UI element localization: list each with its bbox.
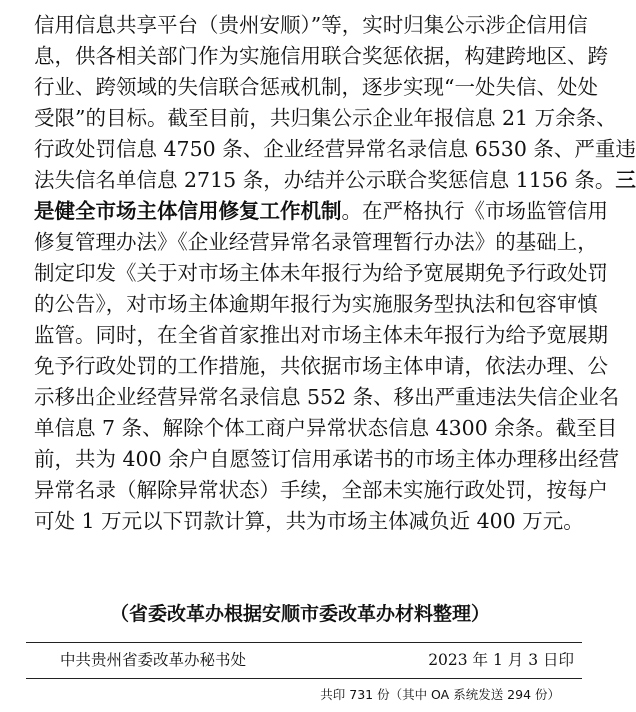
body-line: 行业、跨领域的失信联合惩戒机制，逐步实现“一处失信、处处	[34, 75, 598, 99]
body-line: 受限”的目标。截至目前，共归集公示企业年报信息 21 万余条、	[34, 106, 617, 130]
body-line: 信用信息共享平台（贵州安顺）”等，实时归集公示涉企信用信	[34, 13, 588, 37]
print-count: 共印 731 份（其中 OA 系统发送 294 份）	[320, 687, 560, 702]
body-line: 监管。同时，在全省首家推出对市场主体未年报行为给予宽展期	[34, 323, 608, 347]
body-line: 前，共为 400 余户自愿签订信用承诺书的市场主体办理移出经营	[34, 447, 620, 471]
footer-bottom-rule	[26, 678, 582, 679]
body-line: 制定印发《关于对市场主体未年报行为给予宽展期免予行政处罚	[34, 261, 608, 285]
body-text: 。在严格执行《市场监管信用	[341, 199, 608, 223]
bold-section-heading: 是健全市场主体信用修复工作机制	[34, 199, 342, 223]
body-line: 的公告》，对市场主体逾期年报行为实施服务型执法和包容审慎	[34, 292, 598, 316]
body-line: 修复管理办法》《企业经营异常名录管理暂行办法》的基础上，	[34, 230, 598, 254]
body-line: 示移出企业经营异常名录信息 552 条、移出严重违法失信企业名	[34, 385, 620, 409]
body-line: 免予行政处罚的工作措施，共依据市场主体申请，依法办理、公	[34, 354, 608, 378]
body-paragraph	[34, 10, 636, 537]
issuer-name: 中共贵州省委改革办秘书处	[60, 651, 247, 669]
footer-top-rule	[26, 642, 582, 643]
body-line: 息，供各相关部门作为实施信用联合奖惩依据，构建跨地区、跨	[34, 44, 608, 68]
body-text: 法失信名单信息 2715 条，办结并公示联合奖惩信息 1156 条。	[34, 168, 616, 192]
body-line: 行政处罚信息 4750 条、企业经营异常名录信息 6530 条、严重违	[34, 137, 636, 161]
body-line: 单信息 7 条、解除个体工商户异常状态信息 4300 余条。截至目	[34, 416, 618, 440]
body-line-with-bold	[34, 196, 608, 227]
print-date: 2023 年 1 月 3 日印	[428, 651, 574, 669]
bold-section-lead: 三	[615, 168, 636, 192]
body-line: 可处 1 万元以下罚款计算，共为市场主体减负近 400 万元。	[34, 509, 584, 533]
body-line-with-bold	[34, 165, 636, 196]
body-line: 异常名录（解除异常状态）手续，全部未实施行政处罚，按每户	[34, 478, 608, 502]
source-note: （省委改革办根据安顺市委改革办材料整理）	[109, 603, 490, 625]
